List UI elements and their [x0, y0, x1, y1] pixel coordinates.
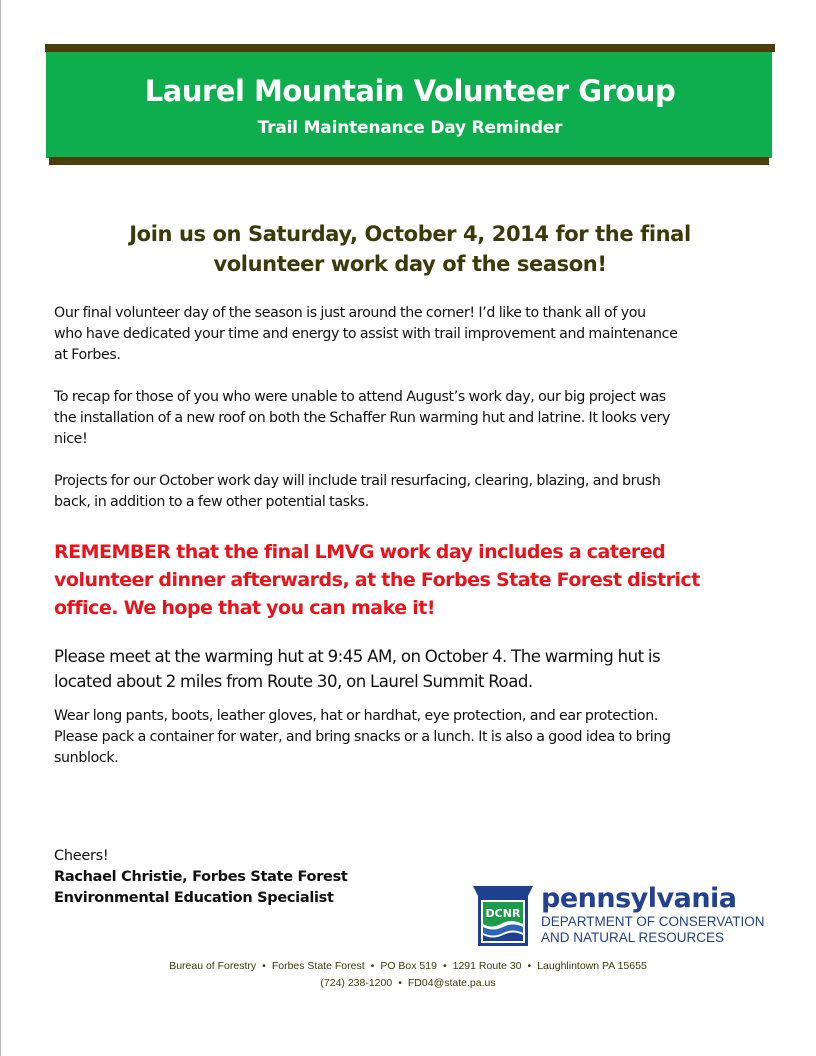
text-line: Please pack a container for water, and bring snacks or a lunch. It is also a good idea to bring	[54, 729, 671, 745]
footer-phone: (724) 238-1200	[320, 977, 393, 989]
text-line: Wear long pants, boots, leather gloves, hat or hardhat, eye protection, and ear protection.	[54, 708, 659, 724]
event-headline	[60, 219, 760, 279]
text-line: the installation of a new roof on both the Schaffer Run warming hut and latrine. It looks very	[54, 410, 670, 426]
text-line: who have dedicated your time and energy to assist with trail improvement and maintenance	[54, 326, 678, 342]
signature-block	[54, 846, 434, 909]
reminder-line: volunteer dinner afterwards, at the Forbes State Forest district	[54, 569, 700, 591]
projects-paragraph	[54, 471, 766, 513]
footer-contact-line	[0, 975, 816, 992]
department-line: AND NATURAL RESOURCES	[541, 930, 725, 945]
banner-title: Laurel Mountain Volunteer Group	[144, 74, 676, 108]
meeting-line: located about 2 miles from Route 30, on Laurel Summit Road.	[54, 672, 533, 691]
footer-email[interactable]: FD04@state.pa.us	[407, 977, 496, 989]
text-line: nice!	[54, 431, 88, 447]
gear-paragraph	[54, 706, 766, 769]
footer-item: Laughlintown PA 15655	[537, 960, 647, 972]
footer-address-line	[0, 958, 816, 975]
reminder-line: REMEMBER that the final LMVG work day includes a catered	[54, 541, 666, 563]
footer-separator: •	[262, 960, 266, 972]
text-line: sunblock.	[54, 750, 119, 766]
meeting-line: Please meet at the warming hut at 9:45 AM, on October 4. The warming hut is	[54, 647, 661, 666]
footer-separator: •	[527, 960, 532, 972]
intro-paragraph	[54, 303, 766, 366]
text-line: back, in addition to a few other potential tasks.	[54, 494, 369, 510]
greeting: Cheers!	[54, 848, 109, 864]
banner-top-bar	[45, 44, 775, 52]
state-name: pennsylvania	[541, 883, 737, 914]
footer-item: Forbes State Forest	[271, 960, 365, 972]
headline-line: Join us on Saturday, October 4, 2014 for the final	[129, 222, 691, 246]
headline-line: volunteer work day of the season!	[213, 252, 607, 276]
footer-item: PO Box 519	[380, 960, 437, 972]
logo-emblem-text: DCNR	[485, 907, 521, 920]
recap-paragraph	[54, 387, 766, 450]
footer-separator: •	[442, 960, 447, 972]
text-line: at Forbes.	[54, 347, 121, 363]
text-line: Projects for our October work day will include trail resurfacing, clearing, blazing, and brush	[54, 473, 661, 489]
signer-title: Environmental Education Specialist	[54, 890, 334, 906]
text-line: Our final volunteer day of the season is just around the corner! I’d like to thank all of you	[54, 305, 646, 321]
dcnr-keystone-logo-icon	[471, 884, 535, 948]
footer-item: Bureau of Forestry	[169, 960, 257, 972]
page-edge	[0, 0, 1, 1056]
signer-name: Rachael Christie, Forbes State Forest	[54, 869, 348, 885]
footer-separator: •	[370, 960, 375, 972]
dinner-reminder	[54, 538, 774, 622]
header-banner	[45, 44, 775, 165]
department-line: DEPARTMENT OF CONSERVATION	[541, 914, 765, 929]
meeting-info	[54, 644, 774, 694]
contact-footer	[0, 958, 816, 992]
footer-item: 1291 Route 30	[452, 960, 522, 972]
footer-separator: •	[398, 977, 402, 989]
banner-bottom-bar	[49, 157, 769, 165]
banner-subtitle: Trail Maintenance Day Reminder	[257, 118, 563, 138]
reminder-line: office. We hope that you can make it!	[54, 597, 435, 619]
dcnr-wordmark	[541, 884, 765, 946]
text-line: To recap for those of you who were unable to attend August’s work day, our big project was	[54, 389, 666, 405]
